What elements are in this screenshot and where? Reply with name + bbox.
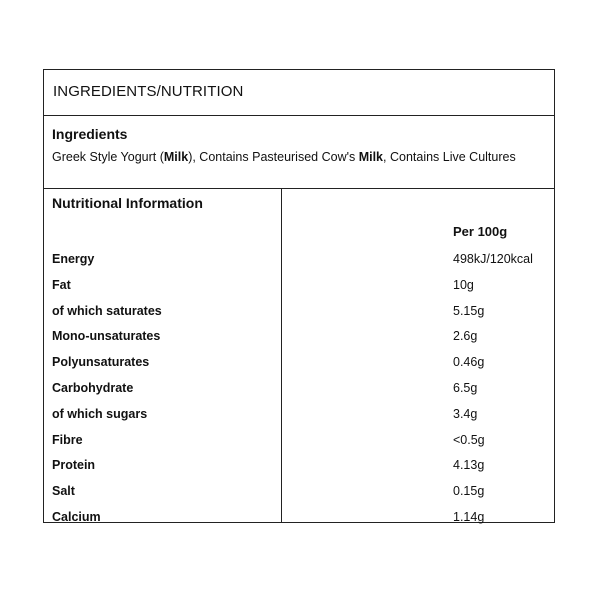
nutrition-row	[44, 273, 554, 299]
nutrient-name: Energy	[52, 252, 95, 266]
section-title: INGREDIENTS/NUTRITION	[53, 83, 244, 100]
nutrient-value: <0.5g	[453, 432, 485, 447]
nutrition-row	[44, 376, 554, 402]
nutrient-value: 1.14g	[453, 509, 485, 524]
nutrition-label	[43, 69, 555, 523]
nutrient-name: of which sugars	[52, 406, 148, 421]
nutrition-row	[44, 402, 554, 428]
nutrition-row	[44, 350, 554, 376]
nutrient-value: 3.4g	[453, 406, 478, 421]
section-header	[44, 70, 554, 116]
nutrition-row	[44, 505, 554, 531]
nutrient-name: Polyunsaturates	[52, 355, 150, 370]
nutrition-row	[44, 299, 554, 325]
nutrient-value: 10g	[453, 277, 474, 292]
nutrition-table	[44, 247, 554, 531]
per-100g-header: Per 100g	[453, 224, 508, 239]
nutrient-value: 0.46g	[453, 355, 485, 370]
allergen-milk: Milk	[163, 150, 189, 164]
nutrient-value: 0.15g	[453, 484, 485, 499]
nutrient-value: 498kJ/120kcal	[453, 252, 533, 266]
ingredients-segment: Greek Style Yogurt (	[52, 150, 164, 164]
nutrient-name: Protein	[52, 458, 96, 473]
nutrient-name: Salt	[52, 484, 75, 499]
nutrition-heading: Nutritional Information	[52, 195, 203, 211]
nutrient-name: Carbohydrate	[52, 380, 134, 395]
nutrition-row	[44, 324, 554, 350]
ingredients-text	[52, 150, 516, 164]
ingredients-segment: , Contains Live Cultures	[383, 150, 516, 164]
ingredients-heading: Ingredients	[52, 126, 128, 142]
nutrition-row	[44, 479, 554, 505]
nutrition-section	[44, 189, 554, 522]
nutrient-value: 4.13g	[453, 458, 485, 473]
nutrient-name: Fibre	[52, 432, 83, 447]
nutrient-name: Mono-unsaturates	[52, 329, 161, 344]
nutrition-row	[44, 247, 554, 273]
nutrient-name: Fat	[52, 277, 71, 292]
nutrient-name: Calcium	[52, 509, 101, 524]
ingredients-segment: ), Contains Pasteurised Cow's	[188, 150, 359, 164]
nutrition-row	[44, 428, 554, 454]
nutrient-value: 2.6g	[453, 329, 478, 344]
allergen-milk: Milk	[358, 150, 384, 164]
nutrient-name: of which saturates	[52, 303, 162, 318]
nutrition-row	[44, 453, 554, 479]
ingredients-section	[44, 116, 554, 189]
nutrient-value: 5.15g	[453, 303, 485, 318]
nutrient-value: 6.5g	[453, 380, 478, 395]
